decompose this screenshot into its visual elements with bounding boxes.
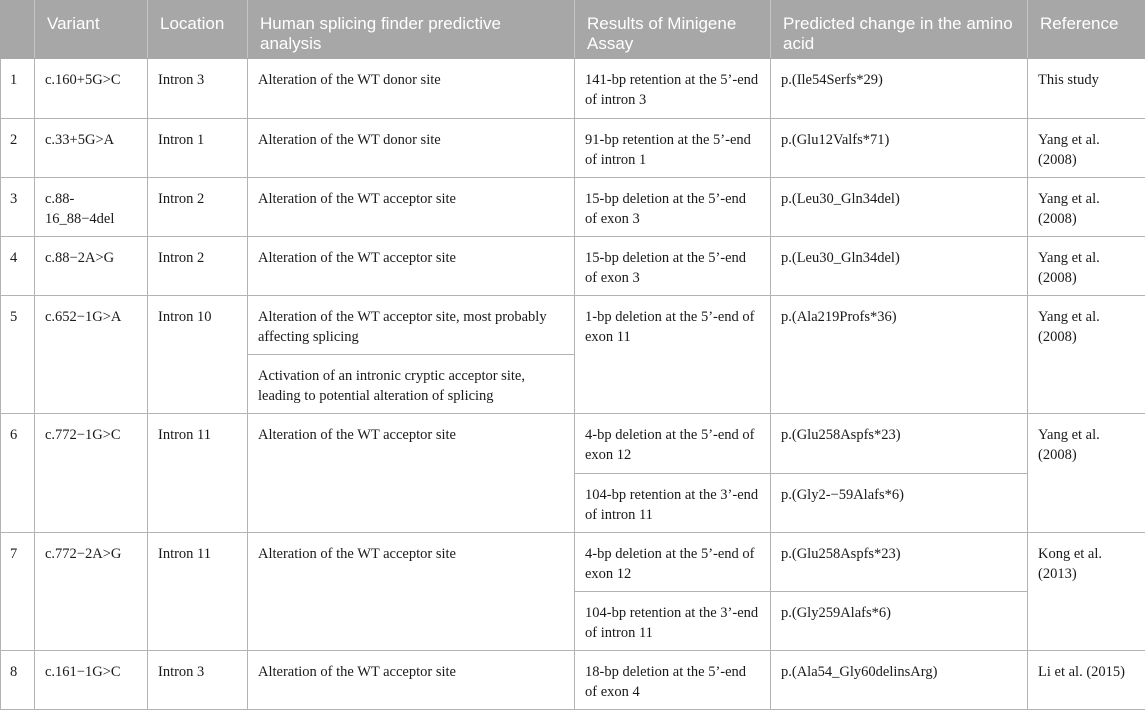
amino-acid-cell: p.(Leu30_Gln34del) [771, 237, 1028, 296]
hsf-cell: Alteration of the WT acceptor site, most probably affecting splicing [248, 296, 575, 355]
row-number: 3 [1, 178, 35, 237]
table-row [1, 414, 1145, 474]
hsf-cell: Alteration of the WT donor site [248, 59, 575, 119]
table-row [1, 533, 1145, 592]
result-cell: 104-bp retention at the 3’-end of intron 11 [575, 474, 771, 533]
table-row [1, 119, 1145, 178]
header-row [1, 1, 1145, 59]
variant-cell: c.772−1G>C [35, 414, 148, 533]
amino-acid-cell: p.(Gly2-−59Alafs*6) [771, 474, 1028, 533]
result-cell: 18-bp deletion at the 5’-end of exon 4 [575, 651, 771, 710]
location-cell: Intron 3 [148, 59, 248, 119]
variant-cell: c.88−2A>G [35, 237, 148, 296]
table-row [1, 296, 1145, 355]
row-number: 5 [1, 296, 35, 414]
hsf-cell: Alteration of the WT acceptor site [248, 414, 575, 533]
reference-cell: Yang et al. (2008) [1028, 296, 1145, 414]
variant-cell: c.88-16_88−4del [35, 178, 148, 237]
row-number: 2 [1, 119, 35, 178]
amino-acid-cell: p.(Glu258Aspfs*23) [771, 533, 1028, 592]
location-cell: Intron 11 [148, 533, 248, 651]
location-cell: Intron 3 [148, 651, 248, 710]
result-cell: 4-bp deletion at the 5’-end of exon 12 [575, 414, 771, 474]
row-number: 6 [1, 414, 35, 533]
amino-acid-cell: p.(Ala54_Gly60delinsArg) [771, 651, 1028, 710]
row-number: 4 [1, 237, 35, 296]
location-cell: Intron 11 [148, 414, 248, 533]
amino-acid-cell: p.(Glu258Aspfs*23) [771, 414, 1028, 474]
result-cell: 141-bp retention at the 5’-end of intron 3 [575, 59, 771, 119]
result-cell: 104-bp retention at the 3’-end of intron 11 [575, 592, 771, 651]
location-cell: Intron 2 [148, 237, 248, 296]
amino-acid-cell: p.(Glu12Valfs*71) [771, 119, 1028, 178]
location-cell: Intron 10 [148, 296, 248, 414]
row-number: 7 [1, 533, 35, 651]
hsf-cell: Activation of an intronic cryptic acceptor site, leading to potential alteration of splicing [248, 355, 575, 414]
result-cell: 1-bp deletion at the 5’-end of exon 11 [575, 296, 771, 414]
amino-acid-cell: p.(Leu30_Gln34del) [771, 178, 1028, 237]
reference-cell: Yang et al. (2008) [1028, 178, 1145, 237]
result-cell: 91-bp retention at the 5’-end of intron 1 [575, 119, 771, 178]
header-amino-acid-change: Predicted change in the amino acid [771, 1, 1028, 59]
table-row [1, 59, 1145, 119]
result-cell: 4-bp deletion at the 5’-end of exon 12 [575, 533, 771, 592]
variant-cell: c.161−1G>C [35, 651, 148, 710]
result-cell: 15-bp deletion at the 5’-end of exon 3 [575, 178, 771, 237]
row-number: 1 [1, 59, 35, 119]
amino-acid-cell: p.(Ala219Profs*36) [771, 296, 1028, 414]
variant-cell: c.33+5G>A [35, 119, 148, 178]
result-cell: 15-bp deletion at the 5’-end of exon 3 [575, 237, 771, 296]
hsf-cell: Alteration of the WT acceptor site [248, 178, 575, 237]
location-cell: Intron 2 [148, 178, 248, 237]
location-cell: Intron 1 [148, 119, 248, 178]
hsf-cell: Alteration of the WT acceptor site [248, 651, 575, 710]
variant-cell: c.772−2A>G [35, 533, 148, 651]
table-row [1, 237, 1145, 296]
reference-cell: Yang et al. (2008) [1028, 237, 1145, 296]
header-location: Location [148, 1, 248, 59]
reference-cell: Li et al. (2015) [1028, 651, 1145, 710]
hsf-cell: Alteration of the WT donor site [248, 119, 575, 178]
amino-acid-cell: p.(Gly259Alafs*6) [771, 592, 1028, 651]
table-row [1, 651, 1145, 710]
hsf-cell: Alteration of the WT acceptor site [248, 237, 575, 296]
table-row [1, 178, 1145, 237]
header-variant: Variant [35, 1, 148, 59]
header-reference: Reference [1028, 1, 1145, 59]
reference-cell: Yang et al. (2008) [1028, 414, 1145, 533]
header-number [1, 1, 35, 59]
reference-cell: Yang et al. (2008) [1028, 119, 1145, 178]
header-minigene-results: Results of Minigene Assay [575, 1, 771, 59]
amino-acid-cell: p.(Ile54Serfs*29) [771, 59, 1028, 119]
variant-cell: c.160+5G>C [35, 59, 148, 119]
header-hsf-analysis: Human splicing finder predictive analysis [248, 1, 575, 59]
variant-cell: c.652−1G>A [35, 296, 148, 414]
row-number: 8 [1, 651, 35, 710]
reference-cell: This study [1028, 59, 1145, 119]
hsf-cell: Alteration of the WT acceptor site [248, 533, 575, 651]
reference-cell: Kong et al. (2013) [1028, 533, 1145, 651]
